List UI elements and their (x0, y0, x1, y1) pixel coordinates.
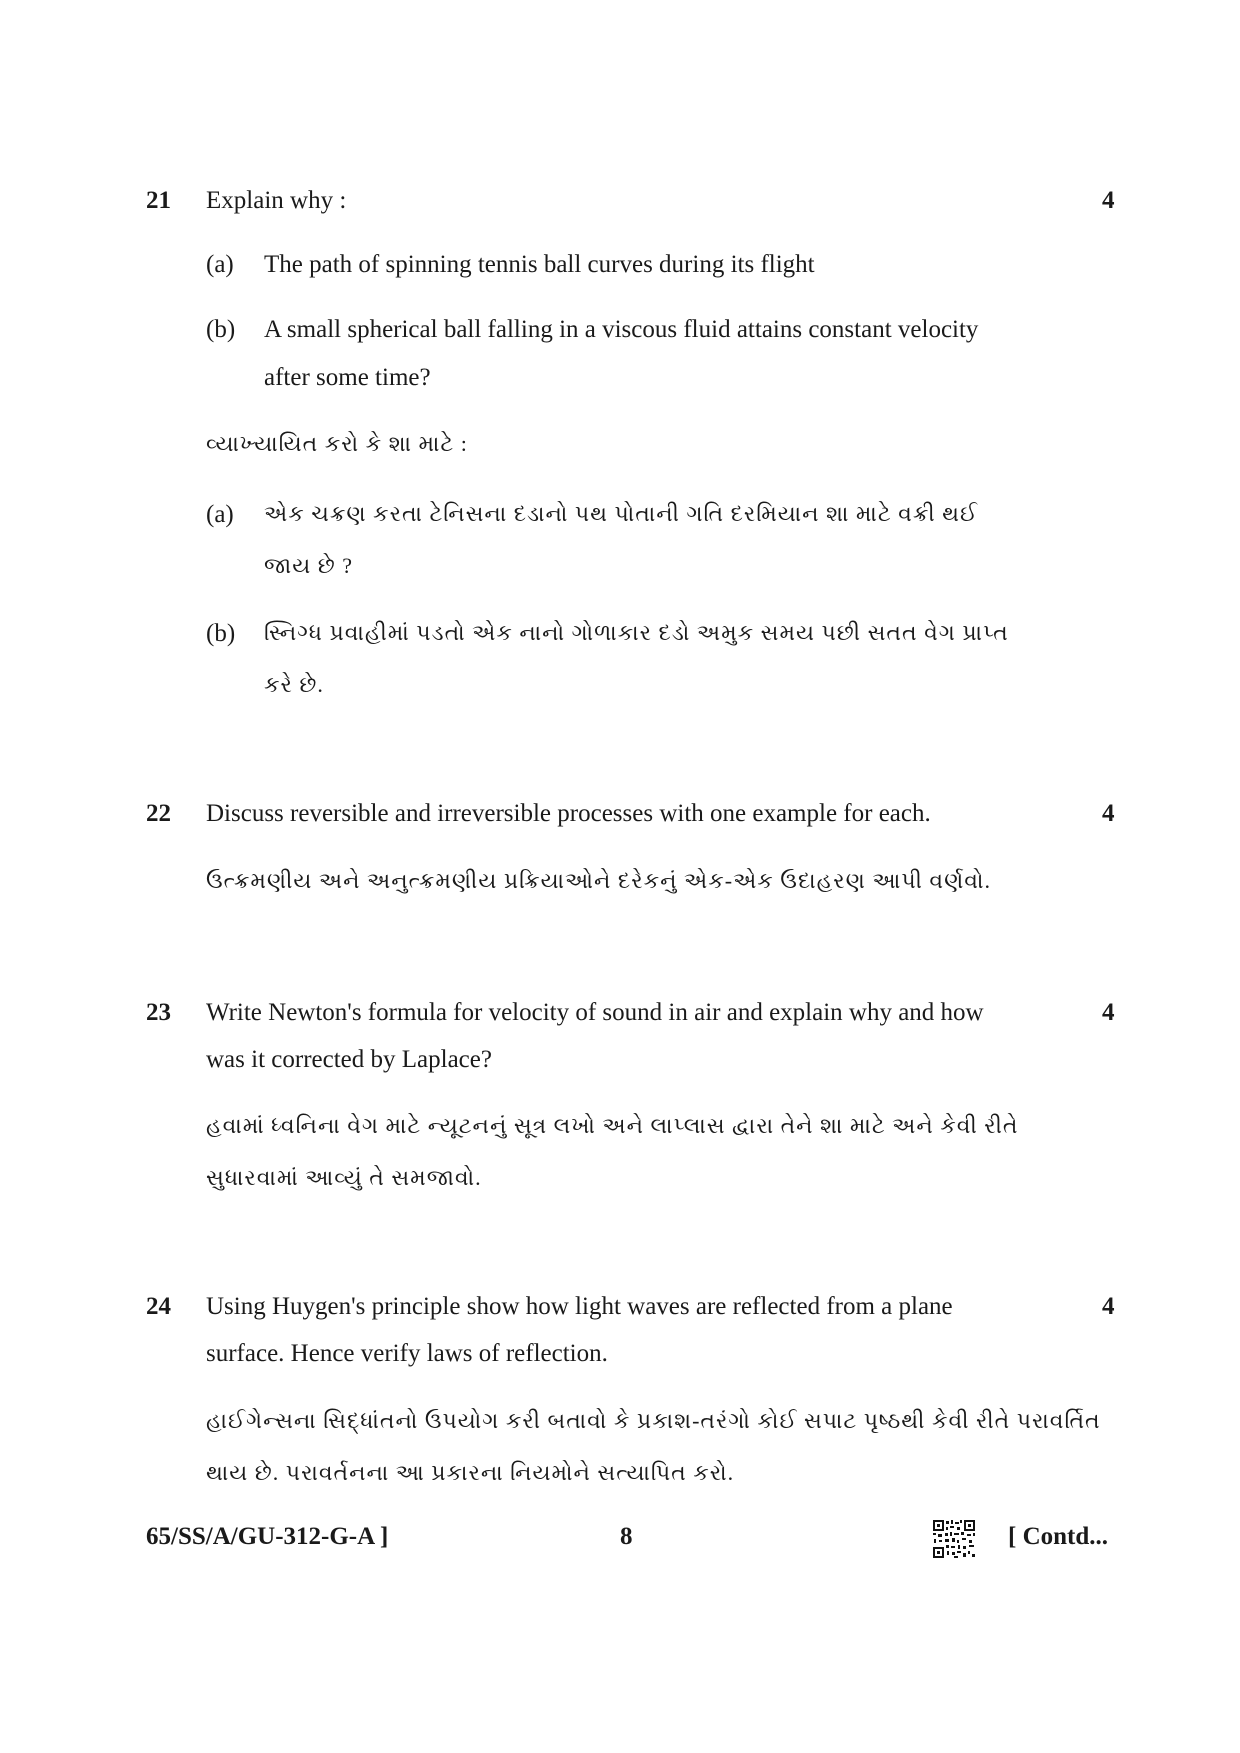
question-stem-gujarati: વ્યાખ્યાયિત કરો કે શા માટે : (206, 431, 468, 456)
question-number: 24 (146, 1293, 171, 1320)
part-label: (a) (206, 251, 234, 278)
question-number: 22 (146, 800, 171, 827)
question-number: 23 (146, 999, 171, 1026)
part-label: (a) (206, 501, 234, 528)
contd-label: [ Contd... (1008, 1523, 1109, 1550)
paper-code: 65/SS/A/GU-312-G-A ] (146, 1523, 389, 1550)
part-text-gujarati: સ્નિગ્ધ પ્રવાહીમાં પડતો એક નાનો ગોળાકાર દડો અમુક સમય પછી સતત વેગ પ્રાપ્ત (264, 620, 1009, 645)
page-number: 8 (620, 1523, 633, 1550)
question-marks: 4 (1102, 999, 1115, 1026)
question-text-english: surface. Hence verify laws of reflection. (206, 1340, 608, 1367)
question-marks: 4 (1102, 800, 1115, 827)
question-text-english: was it corrected by Laplace? (206, 1046, 492, 1073)
question-text-gujarati: ઉત્ક્રમણીય અને અનુત્ક્રમણીય પ્રક્રિયાઓને દરેકનું એક-એક ઉદાહરણ આપી વર્ણવો. (206, 868, 991, 893)
qr-code-icon (932, 1519, 976, 1559)
question-text-english: Write Newton's formula for velocity of sound in air and explain why and how (206, 999, 984, 1026)
part-text-gujarati: જાય છે ? (264, 553, 353, 578)
question-text-english: Using Huygen's principle show how light waves are reflected from a plane (206, 1293, 953, 1320)
part-text-gujarati: એક ચક્રણ કરતા ટેનિસના દડાનો પથ પોતાની ગતિ દરમિયાન શા માટે વક્રી થઈ (264, 501, 979, 526)
question-text-gujarati: સુધારવામાં આવ્યું તે સમજાવો. (206, 1165, 482, 1190)
question-text-gujarati: હવામાં ધ્વનિના વેગ માટે ન્યૂટનનું સૂત્ર લખો અને લાપ્લાસ દ્વારા તેને શા માટે અને કેવી રીતે (206, 1113, 1019, 1138)
part-text-english: A small spherical ball falling in a viscous fluid attains constant velocity (264, 316, 979, 343)
question-marks: 4 (1102, 1293, 1115, 1320)
part-text-gujarati: કરે છે. (264, 672, 324, 697)
question-text-gujarati: હાઈગેન્સના સિદ્ધાંતનો ઉપયોગ કરી બતાવો કે પ્રકાશ-તરંગો કોઈ સપાટ પૃષ્ઠથી કેવી રીતે પરાવર્તિત (206, 1408, 1101, 1433)
question-text-english: Discuss reversible and irreversible processes with one example for each. (206, 800, 931, 827)
question-stem-english: Explain why : (206, 187, 347, 214)
question-number: 21 (146, 187, 171, 214)
question-text-gujarati: થાય છે. પરાવર્તનના આ પ્રકારના નિયમોને સત્યાપિત કરો. (206, 1460, 735, 1485)
part-label: (b) (206, 316, 236, 343)
part-text-english: after some time? (264, 364, 431, 391)
part-label: (b) (206, 620, 236, 647)
question-marks: 4 (1102, 187, 1115, 214)
part-text-english: The path of spinning tennis ball curves during its flight (264, 251, 815, 278)
